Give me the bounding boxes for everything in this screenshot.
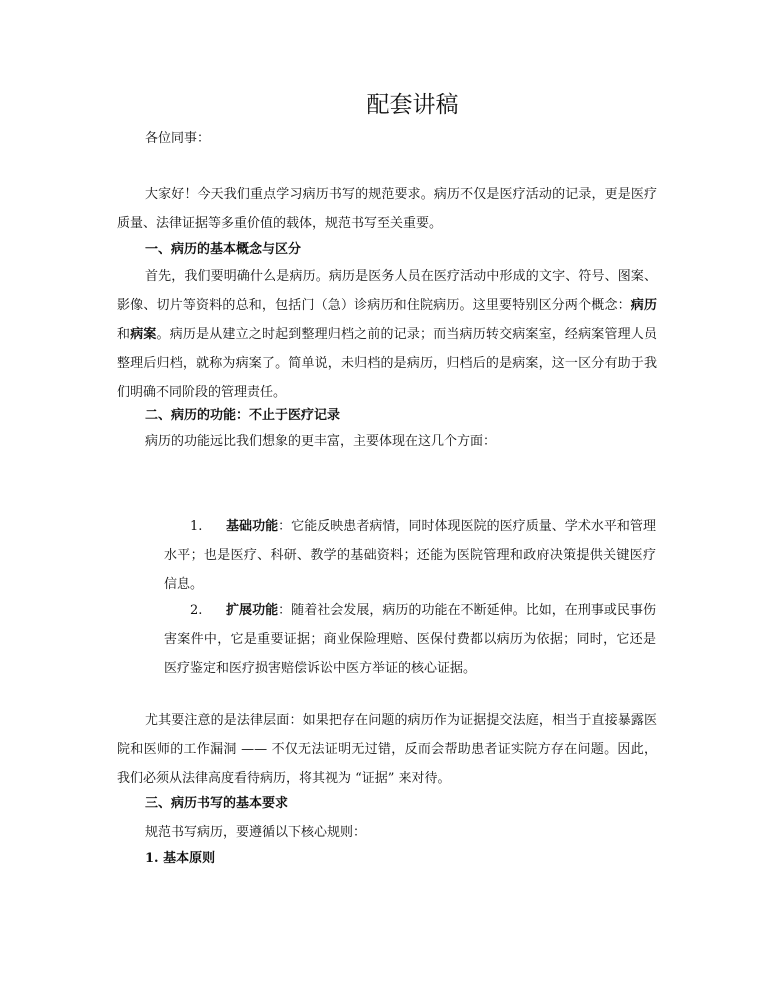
- section-1-text-end: 。病历是从建立之时起到整理归档之前的记录；而当病历转交病案室，经病案管理人员整理后归档，就称为病案了。简单说，未归档的是病历，归档后的是病案，这一区分有助于我们明确不同阶段的管理责任。: [117, 327, 657, 400]
- section-2-intro: 病历的功能远比我们想象的更丰富，主要体现在这几个方面：: [145, 434, 497, 449]
- list-item-basic-function: [164, 512, 656, 599]
- conjunction-and: 和: [117, 327, 131, 342]
- section-1-paragraph: [117, 262, 657, 407]
- legal-note-paragraph: 尤其要注意的是法律层面：如果把存在问题的病历作为证据提交法庭，相当于直接暴露医院和医师的工作漏洞 —— 不仅无法证明无过错，反而会帮助患者证实院方存在问题。因此，我们必须从法律高度看待病历，将其视为 “证据” 来对待。: [117, 713, 657, 786]
- intro-paragraph: 大家好！今天我们重点学习病历书写的规范要求。病历不仅是医疗活动的记录，更是医疗质量、法律证据等多重价值的载体，规范书写至关重要。: [117, 187, 657, 231]
- subsection-basic-principles: 1. 基本原则: [145, 851, 216, 866]
- list-item-text: ：随着社会发展，病历的功能在不断延伸。比如，在刑事或民事伤害案件中，它是重要证据；商业保险理赔、医保付费都以病历为依据；同时，它还是医疗鉴定和医疗损害赔偿诉讼中医方举证的核心证据。: [164, 603, 656, 676]
- list-item-extended-function: [164, 596, 656, 683]
- section-1-heading: 一、病历的基本概念与区分: [145, 242, 302, 257]
- list-item-label: 扩展功能: [226, 603, 279, 618]
- list-number: 1.: [190, 519, 203, 534]
- section-3-intro: 规范书写病历，要遵循以下核心规则：: [145, 825, 367, 840]
- list-number: 2.: [190, 603, 203, 618]
- section-2-heading: 二、病历的功能：不止于医疗记录: [145, 408, 341, 423]
- greeting: 各位同事：: [145, 131, 211, 146]
- list-item-text: ：它能反映患者病情，同时体现医院的医疗质量、学术水平和管理水平；也是医疗、科研、教学的基础资料；还能为医院管理和政府决策提供关键医疗信息。: [164, 519, 656, 592]
- term-case-archive: 病案: [130, 327, 157, 342]
- section-3-heading: 三、病历书写的基本要求: [145, 796, 289, 811]
- section-1-text-start: 首先，我们要明确什么是病历。病历是医务人员在医疗活动中形成的文字、符号、图案、影像、切片等资料的总和，包括门（急）诊病历和住院病历。这里要特别区分两个概念：: [117, 269, 657, 313]
- document-title: 配套讲稿: [366, 92, 459, 118]
- list-item-label: 基础功能: [226, 519, 279, 534]
- term-medical-record: 病历: [630, 298, 657, 313]
